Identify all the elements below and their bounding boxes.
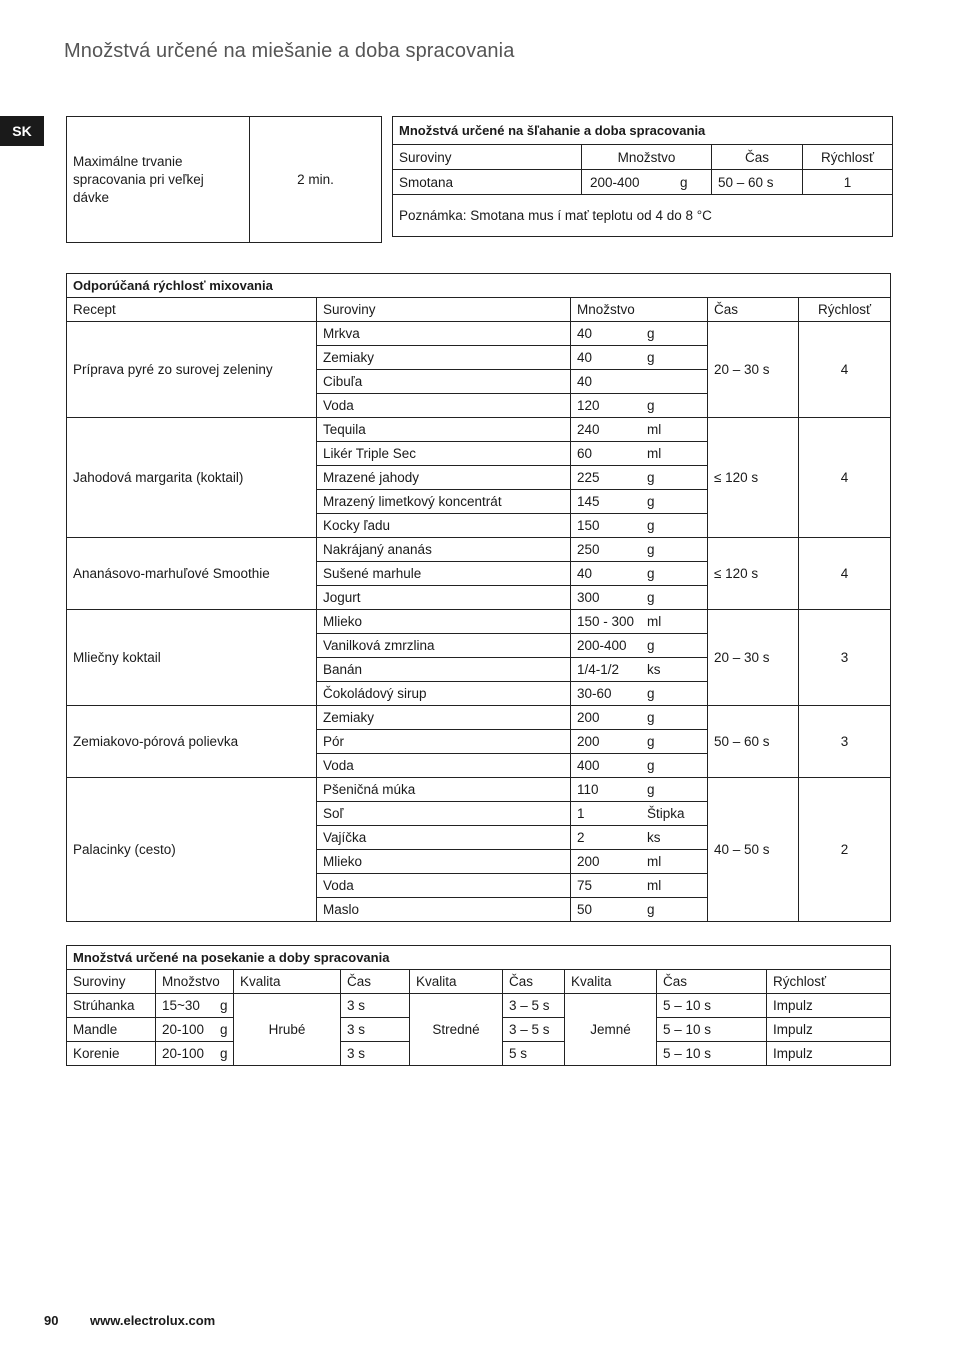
col-header: Čas [712,145,803,170]
quantity-cell [571,562,708,586]
ingredient-cell: Zemiaky [317,706,571,730]
speed-cell: 3 [799,706,891,778]
quality-cell: Stredné [410,994,503,1066]
table-row [67,322,891,346]
time-cell: 3 s [341,994,410,1018]
quality-cell: Jemné [565,994,657,1066]
quantity-cell [571,706,708,730]
ingredient-cell: Maslo [317,898,571,922]
quantity-unit: g [647,590,655,605]
speed-cell: Impulz [767,1042,891,1066]
ingredient-cell: Mlieko [317,610,571,634]
ingredient-cell: Strúhanka [67,994,156,1018]
time-cell: 40 – 50 s [708,778,799,922]
time-cell: 3 – 5 s [503,1018,565,1042]
quantity-cell [571,466,708,490]
recipe-name: Palacinky (cesto) [67,778,317,922]
quantity-unit: ml [647,878,662,893]
quality-cell: Hrubé [234,994,341,1066]
col-header: Množstvo [582,145,712,170]
ingredient-cell: Mrazený limetkový koncentrát [317,490,571,514]
mixing-title: Odporúčaná rýchlosť mixovania [67,274,891,298]
quantity-cell [571,322,708,346]
page-title: Množstvá určené na miešanie a doba spracovania [64,40,515,62]
mixing-table [66,273,891,922]
speed-cell: 3 [799,610,891,706]
time-cell: 3 s [341,1018,410,1042]
quantity-unit: Štipka [647,806,685,821]
ingredient-cell: Kocky ľadu [317,514,571,538]
time-cell: 50 – 60 s [712,170,803,195]
col-header: Množstvo [571,298,708,322]
recipe-name: Mliečny koktail [67,610,317,706]
quantity-cell [571,370,708,394]
quantity-unit: g [647,782,655,797]
col-header: Množstvo [156,970,234,994]
col-header: Rýchlosť [767,970,891,994]
quantity-cell [571,898,708,922]
quantity-unit: g [647,902,655,917]
quantity-value: 75 [577,878,593,893]
quantity-unit: g [647,638,655,653]
ingredient-cell: Mrkva [317,322,571,346]
ingredient-cell: Likér Triple Sec [317,442,571,466]
table-row [67,538,891,562]
ingredient-cell: Soľ [317,802,571,826]
ingredient-cell: Sušené marhule [317,562,571,586]
quantity-unit: g [680,174,688,190]
quantity-value: 240 [577,422,600,437]
col-header: Čas [708,298,799,322]
quantity-unit: g [220,1046,228,1061]
col-header: Čas [657,970,767,994]
quantity-cell [571,346,708,370]
quantity-value: 15~30 [162,998,200,1013]
ingredient-cell: Čokoládový sirup [317,682,571,706]
quantity-value: 200 [577,710,600,725]
quantity-cell [571,514,708,538]
quantity-value: 200 [577,854,600,869]
quantity-cell [571,538,708,562]
quantity-cell [156,994,234,1018]
quantity-unit: ks [647,662,661,677]
ingredient-cell: Cibuľa [317,370,571,394]
time-cell: 3 – 5 s [503,994,565,1018]
quantity-value: 200-400 [590,174,640,190]
table-row [67,418,891,442]
quantity-cell [571,394,708,418]
quantity-value: 2 [577,830,585,845]
whipping-table [392,116,893,237]
quantity-value: 225 [577,470,600,485]
ingredient-cell: Pšeničná múka [317,778,571,802]
ingredient-cell: Korenie [67,1042,156,1066]
quantity-cell [571,850,708,874]
time-cell: 5 – 10 s [657,1018,767,1042]
quantity-value: 120 [577,398,600,413]
max-duration-value: 2 min. [250,117,382,243]
col-header: Čas [341,970,410,994]
time-cell: ≤ 120 s [708,418,799,538]
quantity-unit: g [647,566,655,581]
recipe-name: Jahodová margarita (koktail) [67,418,317,538]
quantity-cell [571,826,708,850]
quantity-value: 50 [577,902,593,917]
quantity-value: 40 [577,566,593,581]
col-header: Suroviny [393,145,582,170]
speed-cell: Impulz [767,1018,891,1042]
ingredient-cell: Vanilková zmrzlina [317,634,571,658]
quantity-unit: g [647,734,655,749]
quantity-unit: g [647,494,655,509]
quantity-unit: ks [647,830,661,845]
time-cell: 5 s [503,1042,565,1066]
quantity-value: 200 [577,734,600,749]
quantity-unit: g [647,686,655,701]
quantity-unit: g [647,758,655,773]
time-cell: 5 – 10 s [657,1042,767,1066]
quantity-value: 60 [577,446,593,461]
table-row [67,610,891,634]
quantity-unit: g [647,542,655,557]
table-row [67,706,891,730]
whipping-note: Poznámka: Smotana mus í mať teplotu od 4 do 8 °C [393,195,893,237]
page-number: 90 [44,1313,59,1328]
quantity-value: 150 - 300 [577,614,635,629]
quantity-cell [156,1042,234,1066]
quantity-unit: ml [647,422,662,437]
quantity-value: 40 [577,350,593,365]
quantity-unit: g [647,326,655,341]
col-header: Čas [503,970,565,994]
footer-url: www.electrolux.com [90,1313,216,1328]
quantity-unit: g [647,350,655,365]
time-cell: 50 – 60 s [708,706,799,778]
speed-cell: Impulz [767,994,891,1018]
ingredient-cell: Banán [317,658,571,682]
quantity-value: 30-60 [577,686,612,701]
quantity-unit: g [647,398,655,413]
ingredient-cell: Mrazené jahody [317,466,571,490]
quantity-unit: g [647,470,655,485]
quantity-value: 150 [577,518,600,533]
recipe-name: Príprava pyré zo surovej zeleniny [67,322,317,418]
quantity-unit: g [647,518,655,533]
time-cell: 20 – 30 s [708,610,799,706]
quantity-cell [571,802,708,826]
ingredient-cell: Jogurt [317,586,571,610]
ingredient-cell: Voda [317,754,571,778]
ingredient-cell: Smotana [393,170,582,195]
quantity-unit: ml [647,614,662,629]
quantity-value: 145 [577,494,600,509]
quantity-cell [571,610,708,634]
table-row [67,778,891,802]
quantity-value: 1 [577,806,585,821]
quantity-value: 200-400 [577,638,627,653]
quantity-cell [571,778,708,802]
quantity-value: 40 [577,326,593,341]
col-header: Rýchlosť [799,298,891,322]
quantity-unit: g [220,1022,228,1037]
quantity-value: 40 [577,374,593,389]
col-header: Suroviny [67,970,156,994]
quantity-cell [156,1018,234,1042]
col-header: Rýchlosť [803,145,893,170]
quantity-value: 250 [577,542,600,557]
quantity-unit: ml [647,446,662,461]
recipe-name: Zemiakovo-pórová polievka [67,706,317,778]
table-row [67,994,891,1018]
ingredient-cell: Mandle [67,1018,156,1042]
ingredient-cell: Voda [317,874,571,898]
max-duration-label: Maximálne trvanie spracovania pri veľkej dávke [67,117,250,243]
quantity-unit: g [220,998,228,1013]
speed-cell: 1 [803,170,893,195]
quantity-cell [571,490,708,514]
quantity-cell [571,586,708,610]
quantity-value: 300 [577,590,600,605]
quantity-cell [571,730,708,754]
quantity-cell [571,442,708,466]
quantity-unit: ml [647,854,662,869]
ingredient-cell: Mlieko [317,850,571,874]
col-header: Recept [67,298,317,322]
quantity-value: 1/4-1/2 [577,662,620,677]
recipe-name: Ananásovo-marhuľové Smoothie [67,538,317,610]
ingredient-cell: Nakrájaný ananás [317,538,571,562]
speed-cell: 4 [799,418,891,538]
quantity-value: 20-100 [162,1046,205,1061]
quantity-cell [571,418,708,442]
col-header: Suroviny [317,298,571,322]
ingredient-cell: Tequila [317,418,571,442]
ingredient-cell: Vajíčka [317,826,571,850]
time-cell: 5 – 10 s [657,994,767,1018]
col-header: Kvalita [234,970,341,994]
language-tab: SK [0,116,44,146]
chopping-title: Množstvá určené na posekanie a doby spracovania [67,946,891,970]
speed-cell: 4 [799,322,891,418]
speed-cell: 4 [799,538,891,610]
ingredient-cell: Pór [317,730,571,754]
time-cell: 20 – 30 s [708,322,799,418]
quantity-cell [571,682,708,706]
whipping-title: Množstvá určené na šľahanie a doba spracovania [393,117,893,145]
quantity-unit: g [647,710,655,725]
quantity-cell [571,874,708,898]
quantity-cell [571,754,708,778]
chopping-table [66,945,891,1066]
quantity-cell [571,634,708,658]
quantity-value: 20-100 [162,1022,205,1037]
col-header: Kvalita [410,970,503,994]
quantity-value: 110 [577,782,599,797]
time-cell: ≤ 120 s [708,538,799,610]
speed-cell: 2 [799,778,891,922]
quantity-value: 400 [577,758,600,773]
ingredient-cell: Voda [317,394,571,418]
ingredient-cell: Zemiaky [317,346,571,370]
quantity-cell [571,658,708,682]
max-duration-table [66,116,382,243]
col-header: Kvalita [565,970,657,994]
time-cell: 3 s [341,1042,410,1066]
